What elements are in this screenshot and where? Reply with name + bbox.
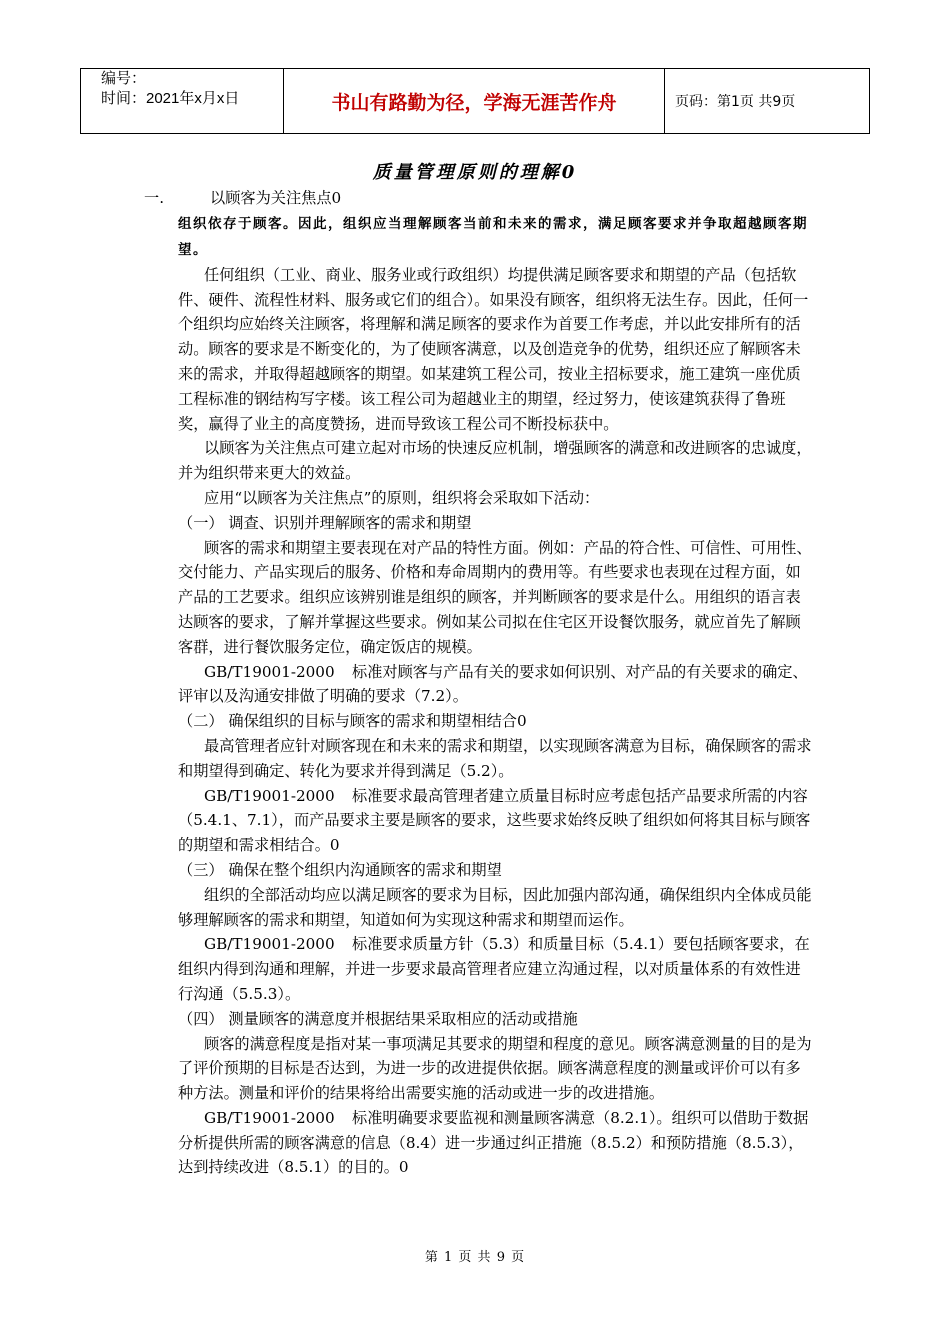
- paragraph: 顾客的需求和期望主要表现在对产品的特性方面。例如：产品的符合性、可信性、可用性、交付能力、产品实现后的服务、价格和寿命周期内的费用等。有些要求也表现在过程方面，如产品的工艺要求。组织应该辨别谁是组织的顾客，并判断顾客的要求是什么。用组织的语言表达顾客的要求，了解并掌握这些要求。例如某公司拟在住宅区开设餐饮服务，就应首先了解顾客群，进行餐饮服务定位，确定饭店的规模。: [178, 538, 812, 656]
- document-header: [80, 68, 870, 134]
- subsection-heading: （四） 测量顾客的满意度并根据结果采取相应的活动或措施: [178, 1009, 578, 1028]
- subsection-heading: （三） 确保在整个组织内沟通顾客的需求和期望: [178, 860, 502, 879]
- standard-code: GB/T19001-2000: [204, 935, 335, 954]
- document-body: [144, 186, 814, 1180]
- standard-text: 标准对顾客与产品有关的要求如何识别、对产品的有关要求的确定、评审以及沟通安排做了明确的要求（7.2）。: [178, 662, 808, 706]
- subsection-heading: （一） 调查、识别并理解顾客的需求和期望: [178, 513, 472, 532]
- standard-text: 标准要求最高管理者建立质量目标时应考虑包括产品要求所需的内容（5.4.1、7.1），而产品要求主要是顾客的要求，这些要求始终反映了组织如何将其目标与顾客的期望和需求相结合。0: [178, 786, 811, 855]
- paragraph: 任何组织（工业、商业、服务业或行政组织）均提供满足顾客要求和期望的产品（包括软件、硬件、流程性材料、服务或它们的组合）。如果没有顾客，组织将无法生存。因此，任何一个组织均应始终关注顾客，将理解和满足顾客的要求作为首要工作考虑，并以此安排所有的活动。顾客的要求是不断变化的，为了使顾客满意，以及创造竞争的优势，组织还应了解顾客未来的需求，并取得超越顾客的期望。如某建筑工程公司，按业主招标要求，施工建筑一座优质工程标准的钢结构写字楼。该工程公司为超越业主的期望，经过努力，使该建筑获得了鲁班奖，赢得了业主的高度赞扬，进而导致该工程公司不断投标获中。: [178, 265, 809, 433]
- section-intro: 组织依存于顾客。因此，组织应当理解顾客当前和未来的需求，满足顾客要求并争取超越顾客期望。: [178, 215, 808, 258]
- standard-reference: [178, 1106, 814, 1180]
- standard-reference: [178, 660, 814, 710]
- section-title: 以顾客为关注焦点0: [210, 189, 342, 207]
- standard-text: 标准明确要求要监视和测量顾客满意（8.2.1）。组织可以借助于数据分析提供所需的顾客满意的信息（8.4）进一步通过纠正措施（8.5.2）和预防措施（8.5.3），达到持续改进（8.5.1）的目的。0: [178, 1108, 809, 1177]
- subsection-heading: （二） 确保组织的目标与顾客的需求和期望相结合0: [178, 712, 527, 731]
- standard-reference: [178, 932, 814, 1006]
- document-title: 质量管理原则的理解0: [372, 162, 578, 183]
- page-footer: 第 1 页 共 9 页: [424, 1250, 526, 1265]
- section-number: 一.: [144, 189, 165, 207]
- standard-code: GB/T19001-2000: [204, 1108, 335, 1127]
- standard-reference: [178, 784, 814, 858]
- paragraph: 应用“以顾客为关注焦点”的原则，组织将会采取如下活动：: [204, 488, 600, 507]
- document-number-label: 编号：: [101, 70, 147, 87]
- section-heading: [144, 186, 814, 211]
- header-page-info: 页码：第1页 共9页: [665, 69, 870, 134]
- paragraph: 顾客的满意程度是指对某一事项满足其要求的期望和程度的意见。顾客满意测量的目的是为了评价预期的目标是否达到，为进一步的改进提供依据。顾客满意程度的测量或评价可以有多种方法。测量和评价的结果将给出需要实施的活动或进一步的改进措施。: [178, 1034, 812, 1103]
- standard-text: 标准要求质量方针（5.3）和质量目标（5.4.1）要包括顾客要求，在组织内得到沟通和理解，并进一步要求最高管理者应建立沟通过程，以对质量体系的有效性进行沟通（5.5.3）。: [178, 935, 810, 1003]
- paragraph: 以顾客为关注焦点可建立起对市场的快速反应机制，增强顾客的满意和改进顾客的忠诚度，并为组织带来更大的效益。: [178, 439, 812, 483]
- standard-code: GB/T19001-2000: [204, 786, 335, 805]
- document-time-label: 时间：2021年x月x日: [101, 90, 240, 107]
- header-motto: 书山有路勤为径，学海无涯苦作舟: [284, 69, 665, 134]
- paragraph: 最高管理者应针对顾客现在和未来的需求和期望，以实现顾客满意为目标，确保顾客的需求和期望得到确定、转化为要求并得到满足（5.2）。: [178, 736, 812, 780]
- standard-code: GB/T19001-2000: [204, 662, 335, 681]
- paragraph: 组织的全部活动均应以满足顾客的要求为目标，因此加强内部沟通，确保组织内全体成员能够理解顾客的需求和期望，知道如何为实现这种需求和期望而运作。: [178, 885, 812, 929]
- header-meta: [81, 69, 284, 134]
